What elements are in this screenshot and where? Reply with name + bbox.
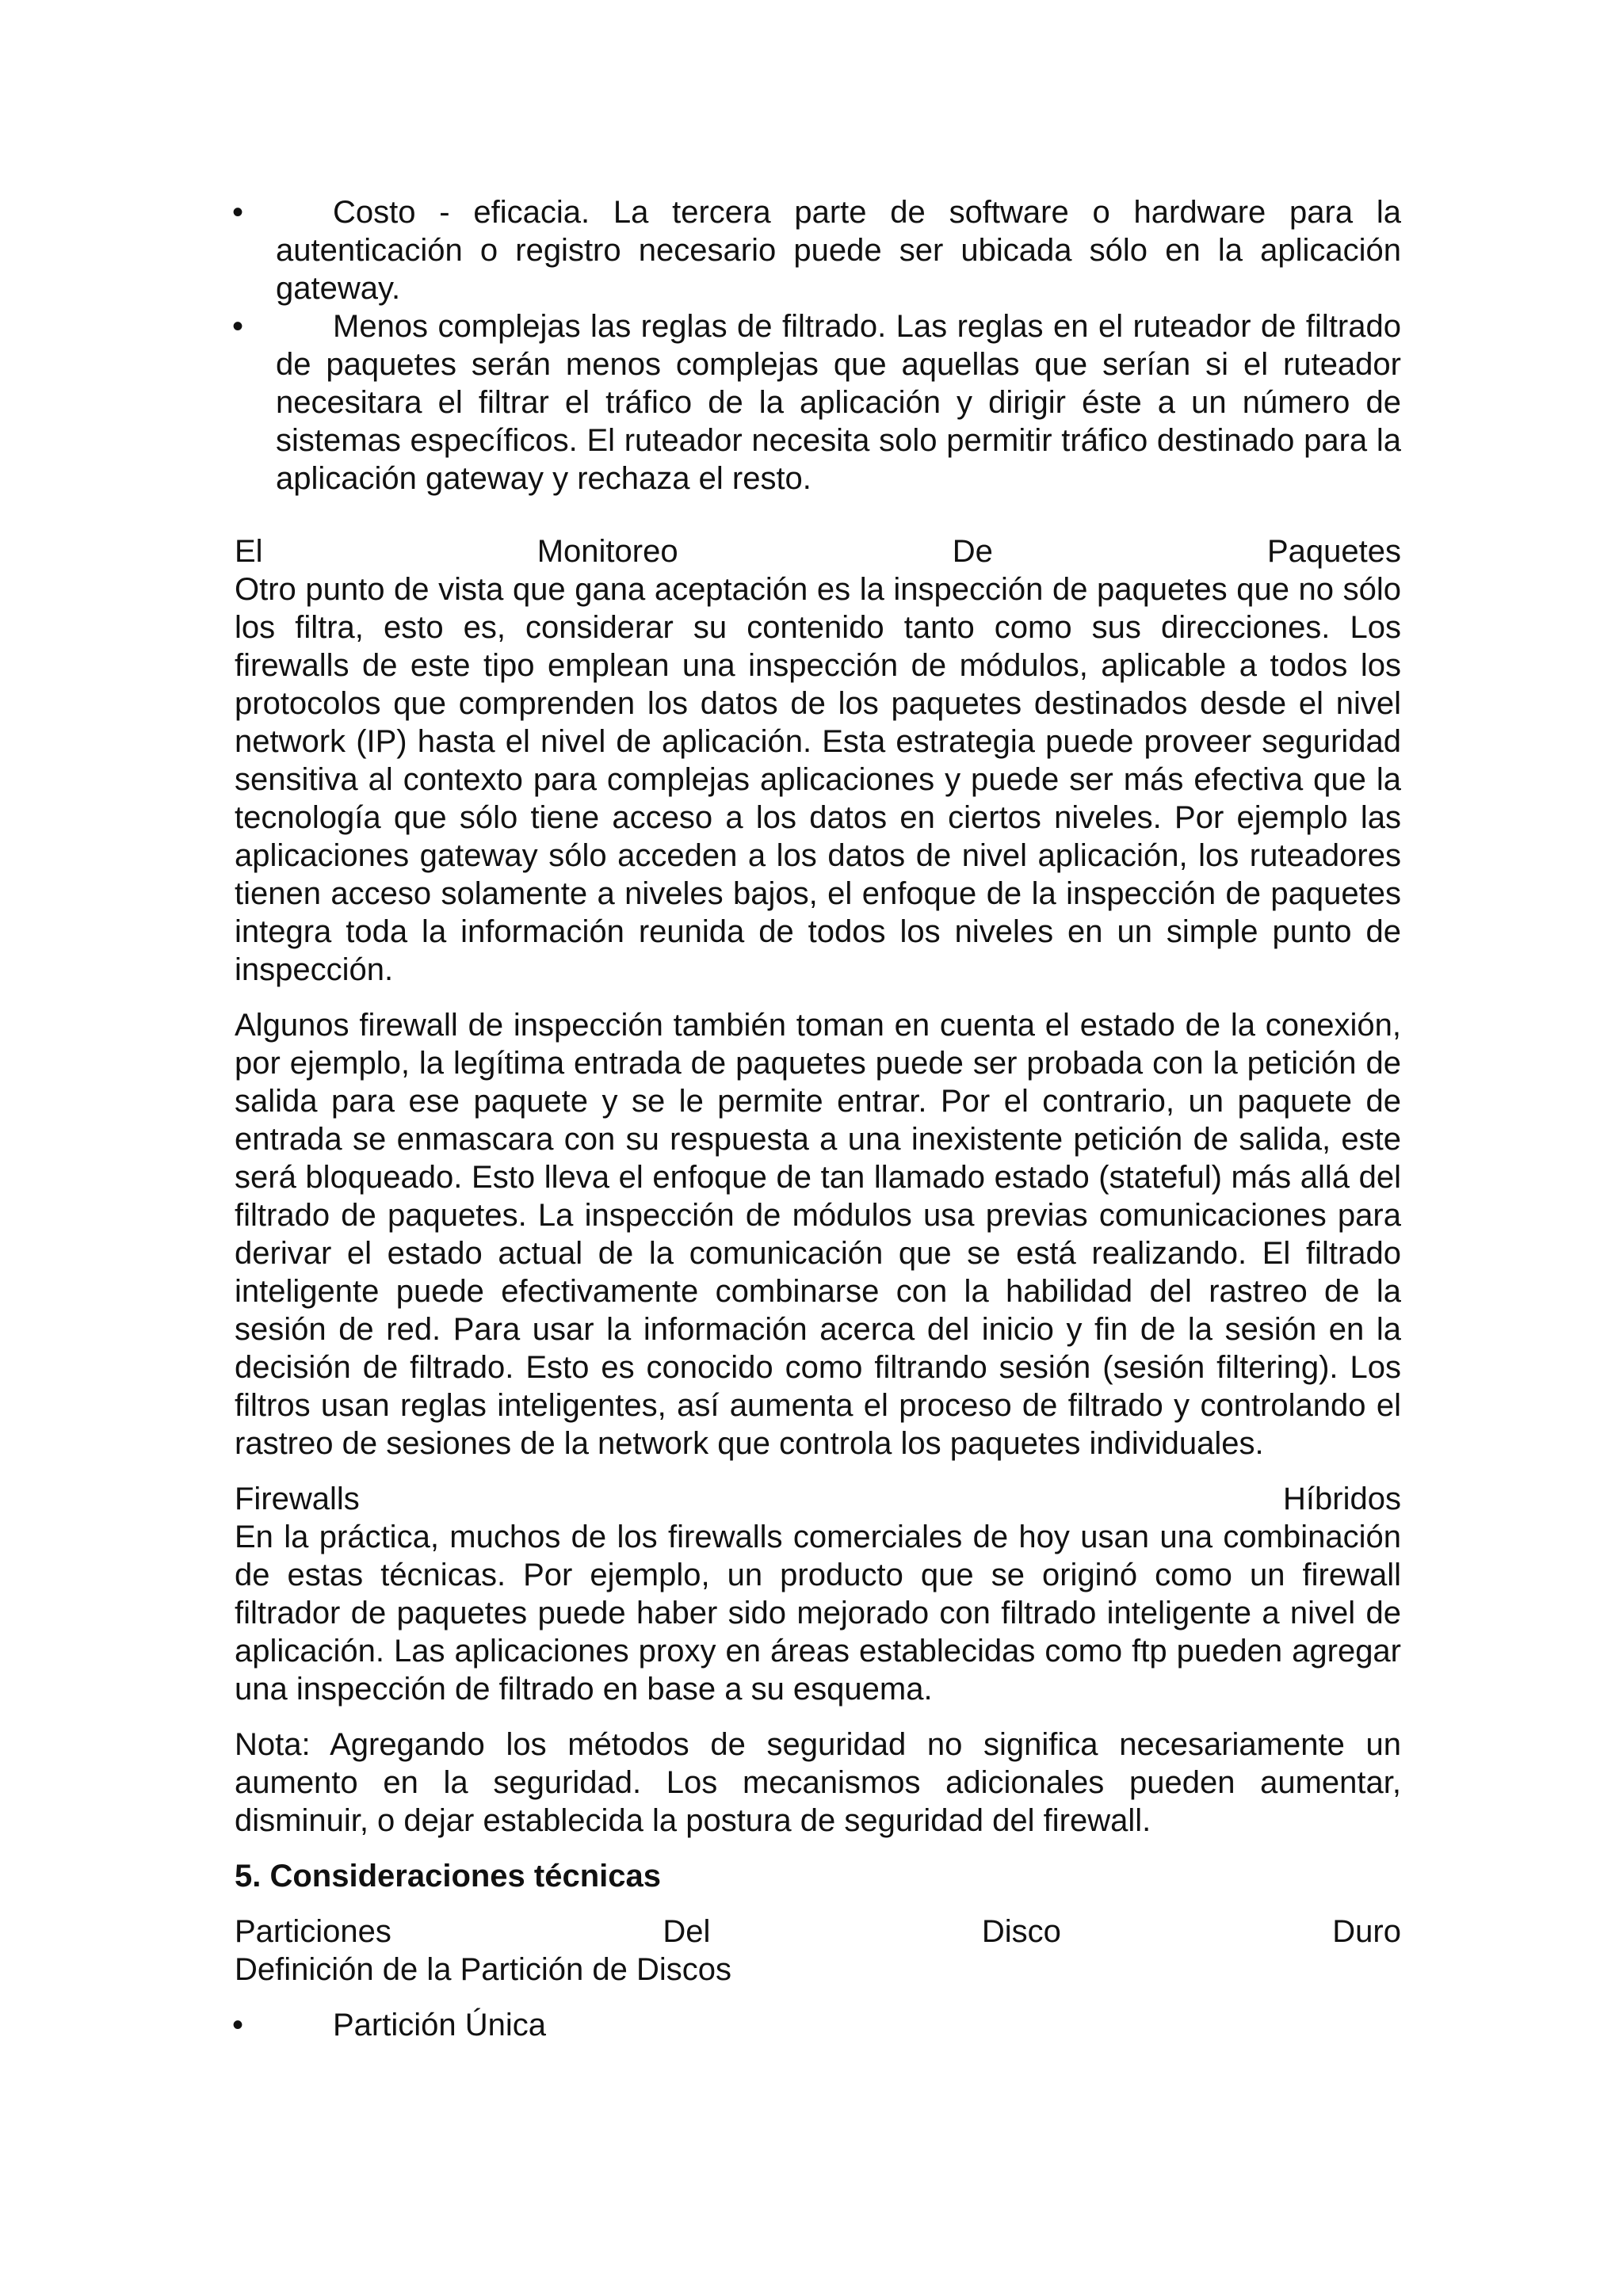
section-title: 5. Consideraciones técnicas	[235, 1859, 662, 1894]
heading-word: El	[235, 534, 263, 569]
heading-monitoreo	[235, 532, 1401, 570]
heading-word: De	[952, 534, 993, 569]
list-item-text: Menos complejas las reglas de filtrado. Las reglas en el ruteador de filtrado de paquetes serán menos complejas que aquellas que serían si el ruteador necesitara el filtrar el tráfico de la aplicación y dirigir éste a un número de sistemas específicos. El ruteador necesita solo permitir tráfico destinado para la aplicación gateway y rechaza el resto.	[276, 309, 1401, 496]
paragraph-monitoreo: Otro punto de vista que gana aceptación es la inspección de paquetes que no sólo los filtra, esto es, considerar su contenido tanto como sus direcciones. Los firewalls de este tipo emplean una inspección de módulos, aplicable a todos los protocolos que comprenden los datos de los paquetes destinados desde el nivel network (IP) hasta el nivel de aplicación. Esta estrategia puede proveer seguridad sensitiva al contexto para complejas aplicaciones y puede ser más efectiva que la tecnología que sólo tiene acceso a los datos en ciertos niveles. Por ejemplo las aplicaciones gateway sólo acceden a los datos de nivel aplicación, los ruteadores tienen acceso solamente a niveles bajos, el enfoque de la inspección de paquetes integra toda la información reunida de todos los niveles en un simple punto de inspección.	[235, 572, 1401, 987]
list-item	[231, 193, 1401, 307]
bullet-icon: •	[231, 309, 243, 344]
bullet-list-top	[231, 193, 1401, 498]
heading-word: Híbridos	[1283, 1482, 1401, 1516]
paragraph-nota: Nota: Agregando los métodos de seguridad no significa necesariamente un aumento en la seguridad. Los mecanismos adicionales pueden aumentar, disminuir, o dejar establecida la postura de seguridad del firewall.	[235, 1727, 1401, 1838]
heading-word: Del	[663, 1914, 711, 1949]
heading-hibridos	[235, 1480, 1401, 1518]
list-item	[231, 307, 1401, 498]
document-page	[231, 193, 1401, 2044]
heading-word: Particiones	[235, 1914, 391, 1949]
heading-word: Monitoreo	[537, 534, 678, 569]
heading-word: Duro	[1332, 1914, 1401, 1949]
subheading-definicion: Definición de la Partición de Discos	[235, 1952, 731, 1987]
bullet-icon: •	[231, 195, 243, 230]
heading-word: Firewalls	[235, 1482, 360, 1516]
heading-word: Paquetes	[1266, 534, 1401, 569]
list-item	[231, 2006, 1401, 2044]
bullet-icon: •	[231, 2008, 243, 2042]
list-item-text: Partición Única	[333, 2008, 547, 2042]
heading-word: Disco	[981, 1914, 1061, 1949]
paragraph-hibridos: En la práctica, muchos de los firewalls comerciales de hoy usan una combinación de estas técnicas. Por ejemplo, un producto que se originó como un firewall filtrador de paquetes puede haber sido mejorado con filtrado inteligente a nivel de aplicación. Las aplicaciones proxy en áreas establecidas como ftp pueden agregar una inspección de filtrado en base a su esquema.	[235, 1520, 1401, 1707]
paragraph-algunos: Algunos firewall de inspección también toman en cuenta el estado de la conexión, por ejemplo, la legítima entrada de paquetes puede ser probada con la petición de salida para ese paquete y se le permite entrar. Por el contrario, un paquete de entrada se enmascara con su respuesta a una inexistente petición de salida, este será bloqueado. Esto lleva el enfoque de tan llamado estado (stateful) más allá del filtrado de paquetes. La inspección de módulos usa previas comunicaciones para derivar el estado actual de la comunicación que se está realizando. El filtrado inteligente puede efectivamente combinarse con la habilidad del rastreo de la sesión de red. Para usar la información acerca del inicio y fin de la sesión en la decisión de filtrado. Esto es conocido como filtrando sesión (sesión filtering). Los filtros usan reglas inteligentes, así aumenta el proceso de filtrado y controlando el rastreo de sesiones de la network que controla los paquetes individuales.	[235, 1008, 1401, 1461]
bullet-list-bottom	[231, 2006, 1401, 2044]
list-item-text: Costo - eficacia. La tercera parte de software o hardware para la autenticación o registro necesario puede ser ubicada sólo en la aplicación gateway.	[276, 195, 1401, 306]
heading-particiones	[235, 1913, 1401, 1951]
